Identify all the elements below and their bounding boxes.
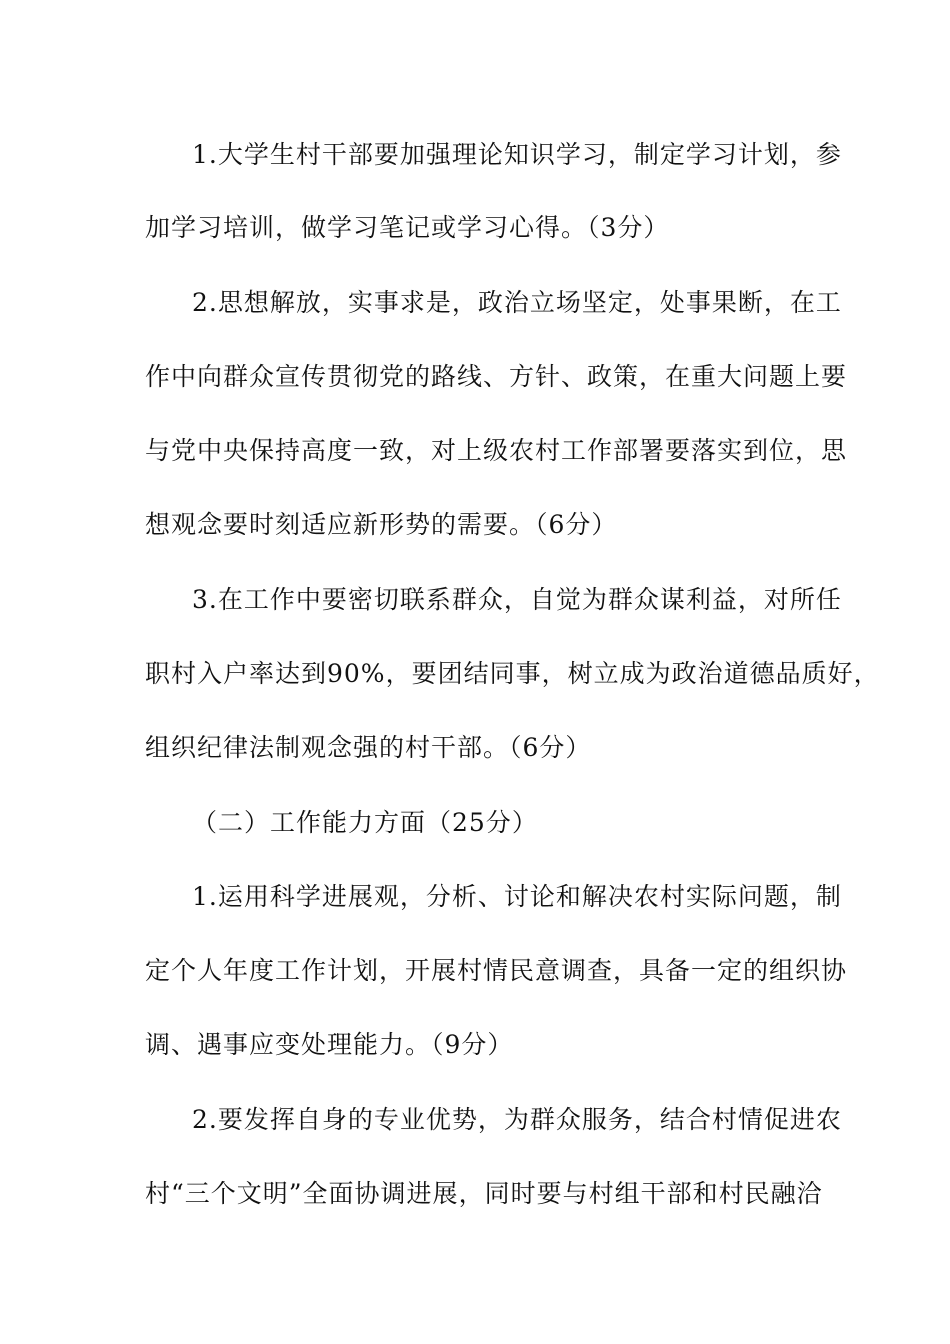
paragraph-line: 与党中央保持高度一致，对上级农村工作部署要落实到位，思 [145,436,848,465]
paragraph-line: 村“三个文明”全面协调进展，同时要与村组干部和村民融洽 [145,1179,823,1208]
paragraph-line: 2.要发挥自身的专业优势，为群众服务，结合村情促进农 [192,1105,842,1134]
paragraph-line: 1.运用科学进展观，分析、讨论和解决农村实际问题，制 [192,882,842,911]
paragraph-line: 1.大学生村干部要加强理论知识学习，制定学习计划，参 [192,140,842,169]
paragraph-line: 加学习培训，做学习笔记或学习心得。（3分） [145,213,670,242]
paragraph-line: 2.思想解放，实事求是，政治立场坚定，处事果断，在工 [192,288,842,317]
paragraph-line: 想观念要时刻适应新形势的需要。（6分） [145,510,618,539]
section-heading: （二）工作能力方面（25分） [192,808,538,837]
paragraph-line: 职村入户率达到90%，要团结同事，树立成为政治道德品质好， [145,659,880,688]
paragraph-line: 作中向群众宣传贯彻党的路线、方针、政策，在重大问题上要 [145,362,848,391]
paragraph-line: 调、遇事应变处理能力。（9分） [145,1030,514,1059]
paragraph-line: 定个人年度工作计划，开展村情民意调查，具备一定的组织协 [145,956,848,985]
paragraph-line: 组织纪律法制观念强的村干部。（6分） [145,733,592,762]
paragraph-line: 3.在工作中要密切联系群众，自觉为群众谋利益，对所任 [192,585,842,614]
